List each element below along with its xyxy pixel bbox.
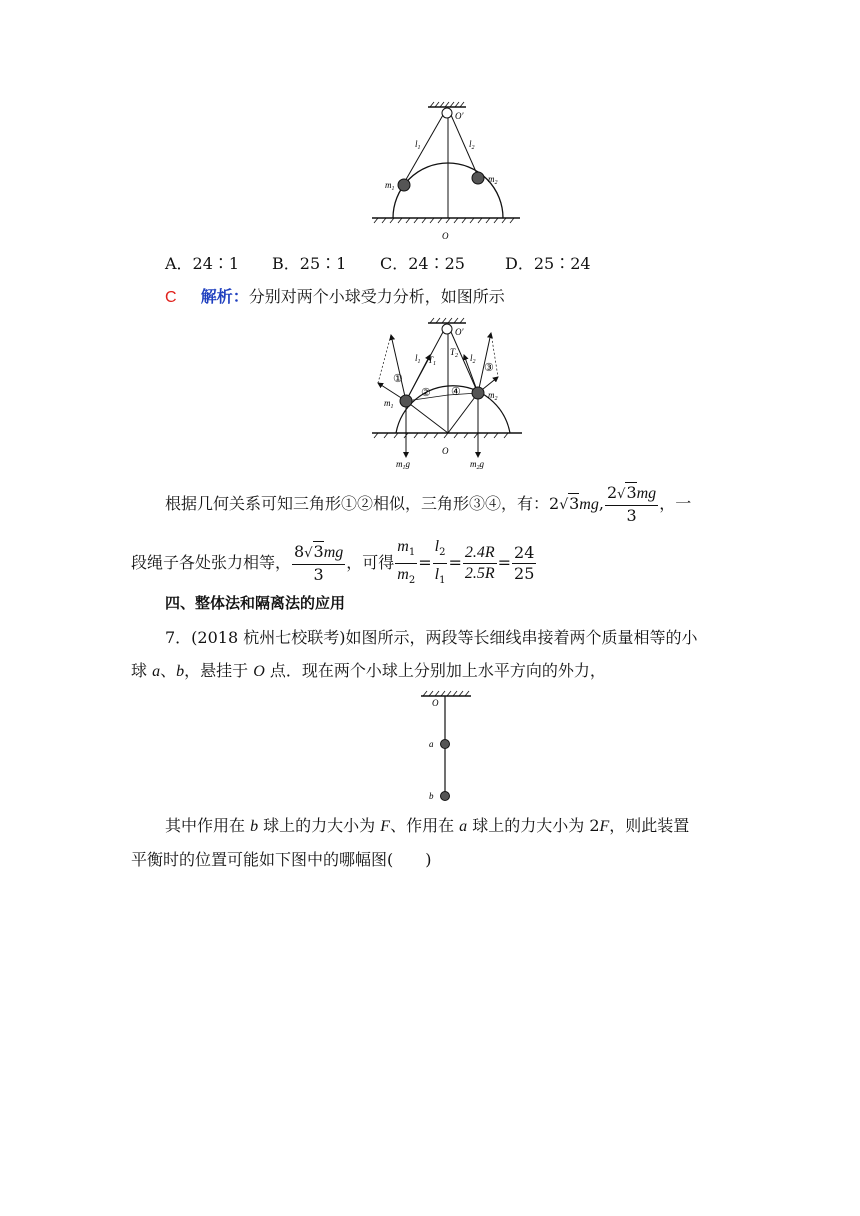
option-a: A．24∶1	[165, 254, 240, 273]
analysis-line-2: 段绳子各处张力相等， $\frac{8√3mg}{3}$ ，可得 $\frac{m_1}{m_2}$ = $\frac{l_2}{l_1}$ = $\frac{2.4R}{2.5R}$ = $\frac{24}{25}$	[131, 536, 537, 591]
option-c: C．24∶25	[380, 254, 465, 273]
label-o-2: O	[442, 446, 449, 456]
fraction-8sqrt3mg-over-3: $\frac{8√3mg}{3}$	[294, 542, 344, 585]
label-l2: $l_2$	[469, 139, 475, 151]
label-t1: $T_1$	[428, 355, 437, 367]
answer-text: 分别对两个小球受力分析，如图所示	[248, 287, 505, 306]
fraction-24r-over-25r: $\frac{2.4R}{2.5R}$	[464, 544, 495, 583]
label-m1: $m_1$	[385, 180, 395, 192]
question-7-line-2: 球 a、b，悬挂于 O 点．现在两个小球上分别加上水平方向的外力，	[131, 661, 606, 680]
question-7-line-3: 其中作用在 b 球上的力大小为 F、作用在 a 球上的力大小为 2F，则此装置	[165, 816, 690, 835]
figure-two-balls	[415, 688, 475, 808]
label-l1: $l_1$	[415, 139, 421, 151]
label-m1-2: $m_1$	[384, 398, 394, 410]
label-circle-2: ②	[421, 387, 431, 399]
label-o-prime: O′	[455, 111, 464, 121]
label-circle-4: ④	[451, 386, 461, 398]
label-l1-2: $l_1$	[415, 353, 421, 365]
question-7-line-1: 7．(2018 杭州七校联考)如图所示，两段等长细线串接着两个质量相等的小	[165, 628, 698, 647]
label-m2-2: $m_2$	[488, 390, 498, 402]
answer-line	[165, 286, 505, 309]
figure-force-analysis	[360, 315, 530, 475]
label-l2-2: $l_2$	[470, 353, 476, 365]
label-m1g: $m_1g$	[396, 459, 410, 471]
analysis-label: 解析：	[200, 287, 249, 306]
section-heading: 四、整体法和隔离法的应用	[165, 594, 346, 612]
label-o: O	[442, 231, 449, 241]
figure-pendulum-hemisphere	[360, 95, 520, 245]
fraction-2sqrt3mg-over-3: $\frac{2√3mg}{3}$	[606, 483, 657, 525]
fraction-l2-over-l1: $\frac{l_2}{l_1}$	[434, 538, 446, 587]
label-t2: $T_2$	[450, 347, 459, 359]
label-circle-3: ③	[484, 362, 494, 374]
question-7-line-4: 平衡时的位置可能如下图中的哪幅图( )	[131, 850, 432, 869]
fraction-24-over-25: $\frac{24}{25}$	[514, 543, 535, 584]
label-o-3: O	[432, 698, 439, 708]
option-b: B．25∶1	[272, 254, 347, 273]
label-m2g: $m_2g$	[470, 459, 484, 471]
label-o-prime-2: O′	[455, 327, 464, 337]
fraction-m1-over-m2: $\frac{m_1}{m_2}$	[397, 538, 416, 587]
option-d: D．25∶24	[505, 254, 591, 273]
label-b: b	[429, 791, 434, 801]
analysis-line-1: 根据几何关系可知三角形①②相似，三角形③④，有：2√3mg, $\frac{2√3mg}{3}$ ，一	[165, 483, 692, 525]
label-circle-1: ①	[393, 373, 403, 385]
answer-letter: C	[165, 289, 177, 306]
label-m2: $m_2$	[488, 174, 498, 186]
label-a: a	[429, 739, 434, 749]
